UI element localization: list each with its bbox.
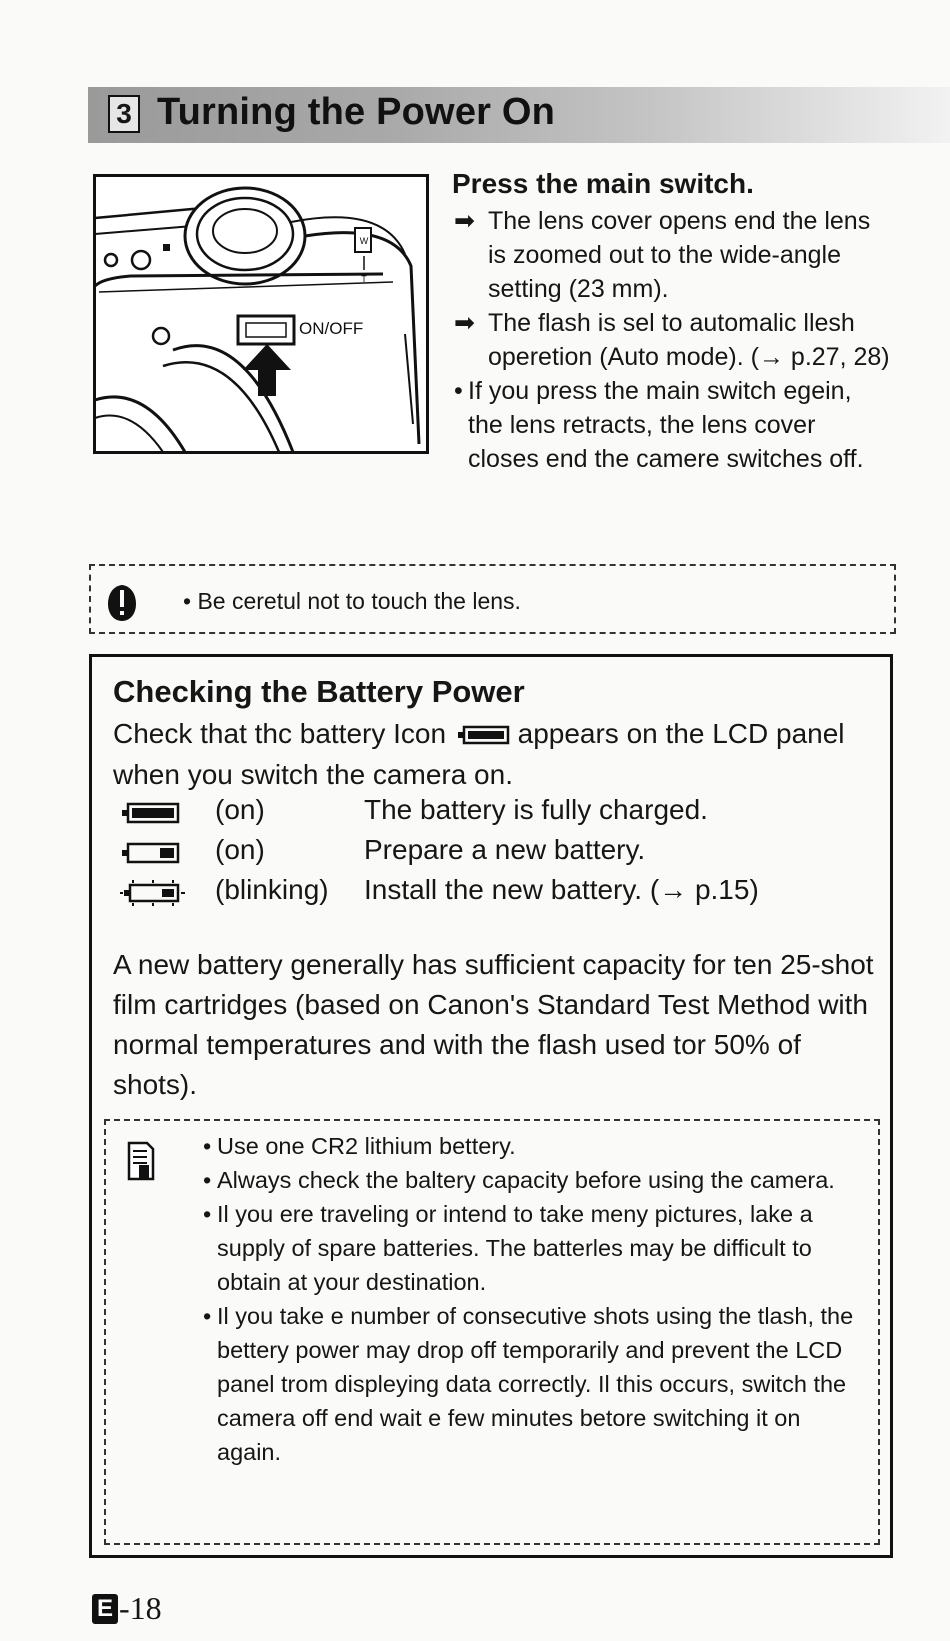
bullet-icon: • xyxy=(203,1167,212,1193)
step-note xyxy=(452,374,892,476)
camera-power-switch-illustration xyxy=(93,174,429,454)
step-result-1-text: The lens cover opens end the lens is zoomed out to the wide-angle setting (23 mm). xyxy=(488,207,871,303)
battery-low-icon xyxy=(120,840,186,866)
caution-icon xyxy=(107,584,137,622)
memo-item-text: Il you ere traveling or intend to take meny pictures, lake a supply of spare batteries. The batterles may be difficult to obtain at your destination. xyxy=(217,1201,813,1295)
memo-item-text: Use one CR2 lithium bettery. xyxy=(217,1133,516,1159)
battery-check-intro-start: Check that thc battery Icon xyxy=(113,718,447,749)
instruction-steps xyxy=(452,168,892,476)
arrow-right-icon: ➡ xyxy=(454,309,475,337)
battery-check-intro xyxy=(113,713,883,795)
bullet-icon: • xyxy=(454,377,463,405)
battery-full-icon xyxy=(120,800,186,826)
caution-box xyxy=(89,564,896,634)
battery-desc-full: The battery is fully charged. xyxy=(364,794,708,825)
memo-item xyxy=(203,1163,869,1197)
zoom-mark-tele: T xyxy=(361,274,367,284)
caution-text: • Be ceretul not to touch the lens. xyxy=(183,588,521,614)
battery-state-full: (on) xyxy=(215,794,265,825)
arrow-right-icon: ➡ xyxy=(454,207,475,235)
battery-icon-inline xyxy=(454,724,510,746)
step-heading: Press the main switch. xyxy=(452,168,754,199)
bullet-icon: • xyxy=(203,1133,212,1159)
memo-item xyxy=(203,1197,869,1299)
step-note-text: If you press the main switch egein, the lens retracts, the lens cover closes end the camere switches off. xyxy=(468,377,864,473)
memo-list xyxy=(203,1129,869,1469)
bullet-icon: • xyxy=(203,1201,212,1227)
memo-item xyxy=(203,1299,869,1469)
battery-state-blinking: (blinking) xyxy=(215,874,329,905)
battery-desc-low: Prepare a new battery. xyxy=(364,834,646,865)
battery-blinking-icon xyxy=(120,880,186,906)
zoom-mark-wide: W xyxy=(359,236,369,246)
section-number-box: 3 xyxy=(108,95,140,133)
memo-item-text: Il you take e number of consecutive shots using the tlash, the bettery power may drop off temporarily and prevent the LCD panel trom displeying data correctly. Il this occurs, switch the camera off end wait e few minutes betore switching it on again. xyxy=(217,1303,854,1465)
battery-check-intro-end: appears on the LCD panel when you switch the camera on. xyxy=(113,718,845,790)
battery-state-low: (on) xyxy=(215,834,265,865)
step-result-1 xyxy=(452,204,892,306)
memo-item xyxy=(203,1129,869,1163)
section-title: Turning the Power On xyxy=(157,91,556,133)
memo-item-text: Always check the baltery capacity before using the camera. xyxy=(217,1167,835,1193)
memo-box xyxy=(104,1119,880,1545)
battery-capacity-text: A new battery generally has sufficient capacity for ten 25-shot film cartridges (based on Canon's Standard Test Method with normal temperatures and with the flash used tor 50% of shots). xyxy=(113,949,874,1100)
memo-icon xyxy=(127,1141,155,1181)
step-result-2-text: The flash is sel to automalic llesh operetion (Auto mode). (→ p.27, 28) xyxy=(488,309,890,371)
battery-desc-blinking: Install the new battery. (→ p.15) xyxy=(364,874,759,905)
language-badge: E xyxy=(92,1594,118,1624)
on-off-switch-label: ON/OFF xyxy=(299,319,364,338)
step-result-2 xyxy=(452,306,892,374)
bullet-icon: • xyxy=(203,1303,212,1329)
page-number xyxy=(92,1590,162,1627)
battery-check-title: Checking the Battery Power xyxy=(113,674,525,709)
page-number-text: -18 xyxy=(119,1590,162,1626)
